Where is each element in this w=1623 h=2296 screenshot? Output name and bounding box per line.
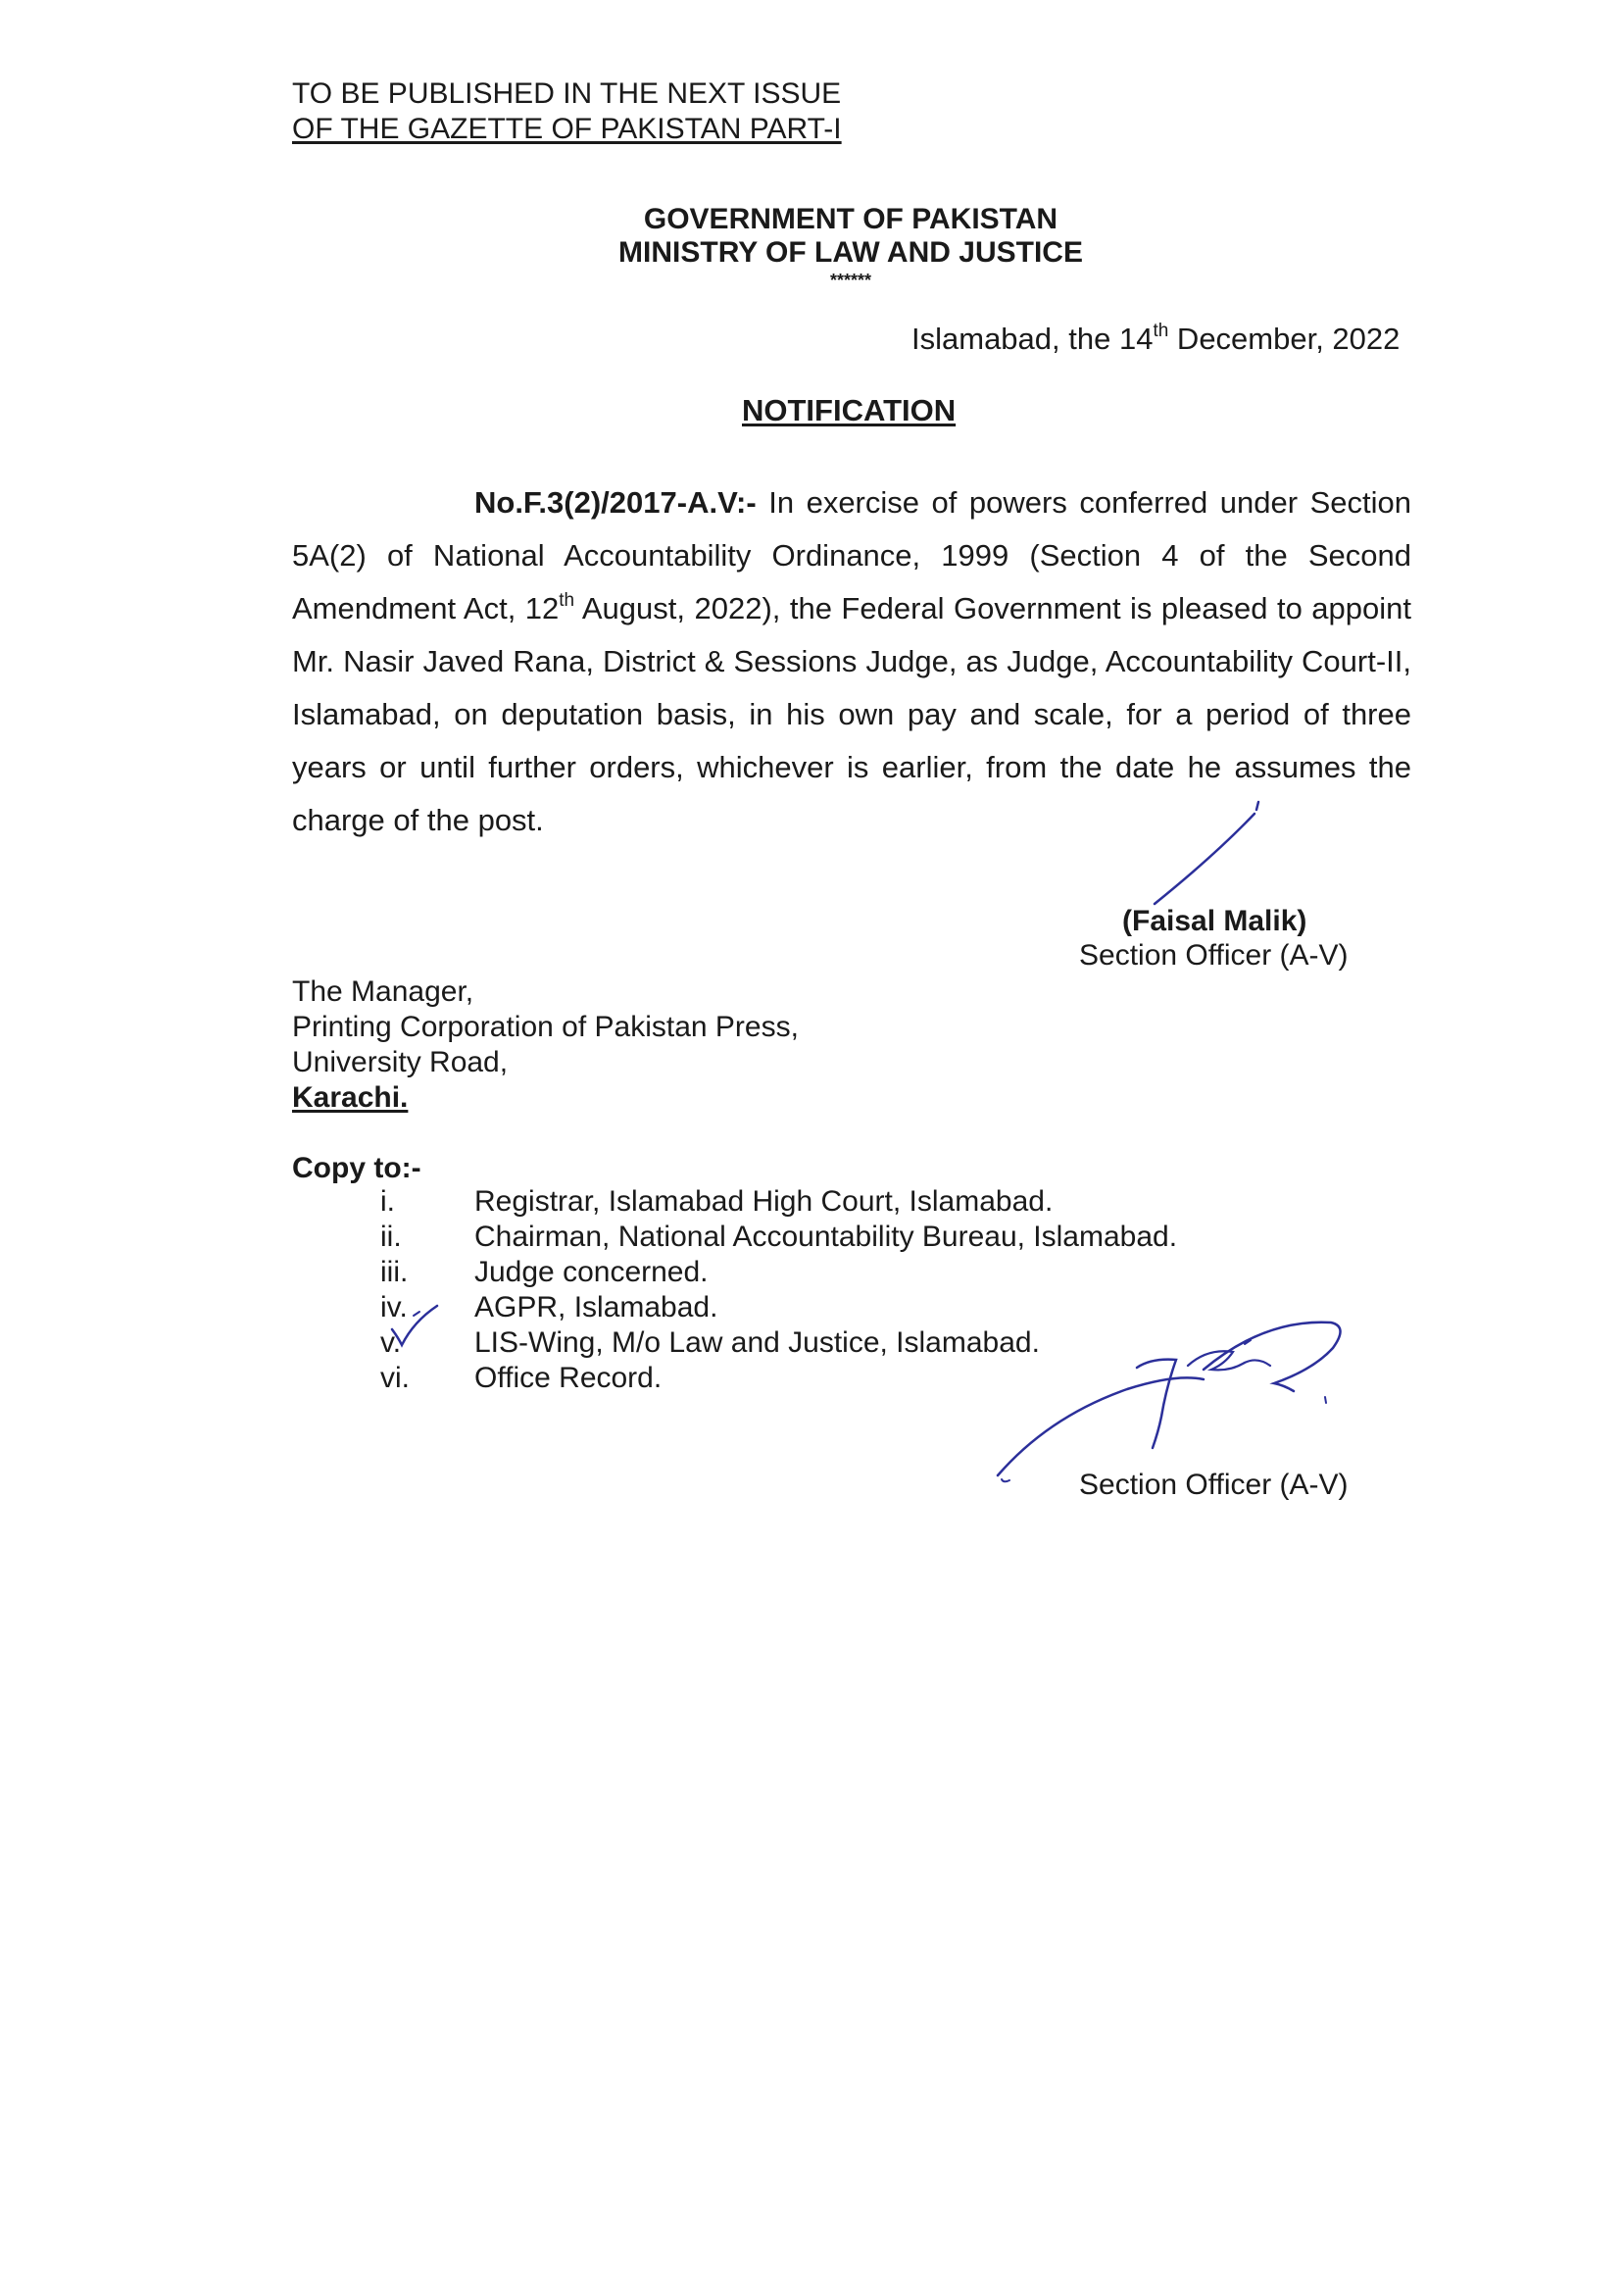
copy-to-item-number: v. xyxy=(380,1326,402,1359)
addressee-line2: Printing Corporation of Pakistan Press, xyxy=(292,1011,799,1043)
copy-to-item-number: iv. xyxy=(380,1291,408,1323)
heading-stars: ****** xyxy=(829,271,872,290)
notification-title: NOTIFICATION xyxy=(742,393,957,427)
notification-body xyxy=(292,476,1411,847)
copy-to-item xyxy=(380,1290,1177,1325)
publish-note-line2: OF THE GAZETTE OF PAKISTAN PART-I xyxy=(292,113,842,145)
copy-to-item xyxy=(380,1184,1177,1220)
copy-to-list xyxy=(380,1184,1177,1396)
government-heading: GOVERNMENT OF PAKISTAN xyxy=(643,203,1058,235)
copy-to-item-number: iii. xyxy=(380,1256,409,1288)
signatory-name: (Faisal Malik) xyxy=(1122,905,1307,937)
copy-to-heading: Copy to:- xyxy=(292,1152,421,1184)
copy-to-item-text: Judge concerned. xyxy=(474,1256,709,1288)
copy-to-item-number: ii. xyxy=(380,1221,402,1253)
addressee-line1: The Manager, xyxy=(292,975,474,1008)
copy-to-item-text: Chairman, National Accountability Bureau, Islamabad. xyxy=(474,1221,1178,1253)
copy-to-item xyxy=(380,1255,1177,1290)
notification-text-superscript: th xyxy=(559,590,575,611)
signatory-designation: Section Officer (A-V) xyxy=(1079,939,1349,972)
dateline-suffix: December, 2022 xyxy=(1168,322,1401,356)
notification-number: No.F.3(2)/2017-A.V:- xyxy=(474,485,757,520)
copy-to-item-number: vi. xyxy=(380,1362,410,1394)
dateline-superscript: th xyxy=(1153,321,1169,341)
copy-to-item xyxy=(380,1325,1177,1361)
addressee-city: Karachi. xyxy=(292,1081,409,1114)
copy-to-item-text: AGPR, Islamabad. xyxy=(474,1291,718,1323)
copy-to-item-text: Registrar, Islamabad High Court, Islamabad. xyxy=(474,1185,1054,1218)
dateline-prefix: Islamabad, the 14 xyxy=(911,322,1154,356)
copy-to-item xyxy=(380,1361,1177,1396)
notification-text-part1: In exercise of powers conferred under Section 5A(2) of National Accountability Ordinance, 1999 (Section 4 of the Second Amendment Act, 12 xyxy=(292,485,1411,625)
notification-text-part2: August, 2022), the Federal Government is pleased to appoint Mr. Nasir Javed Rana, District & Sessions Judge, as Judge, Accountability Court-II, Islamabad, on deputation basis, in his own pay and scale, for a period of three years or until further orders, whichever is earlier, from the date he assumes the charge of the post. xyxy=(292,591,1411,837)
publish-note-line1: TO BE PUBLISHED IN THE NEXT ISSUE xyxy=(292,77,842,110)
addressee-line3: University Road, xyxy=(292,1046,509,1078)
copy-to-item-text: Office Record. xyxy=(474,1362,663,1394)
ministry-heading: MINISTRY OF LAW AND JUSTICE xyxy=(618,236,1083,269)
footer-signatory-designation: Section Officer (A-V) xyxy=(1079,1469,1349,1501)
copy-to-item-text: LIS-Wing, M/o Law and Justice, Islamabad. xyxy=(474,1326,1040,1359)
copy-to-item-number: i. xyxy=(380,1185,395,1218)
dateline xyxy=(911,322,1400,357)
copy-to-item xyxy=(380,1220,1177,1255)
